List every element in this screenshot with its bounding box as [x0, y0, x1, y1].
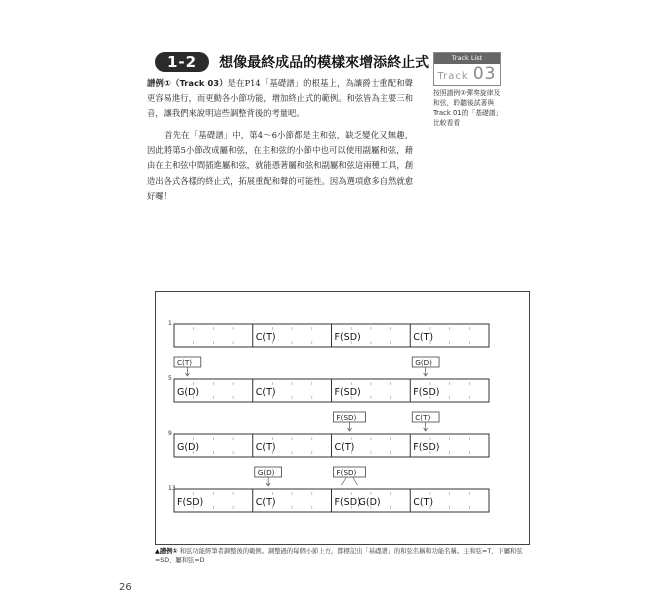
chord-label: F(SD) — [334, 332, 361, 343]
original-chord-label: F(SD) — [336, 468, 357, 477]
chord-label: C(T) — [413, 332, 434, 343]
chord-label: C(T) — [255, 332, 276, 343]
chord-label: G(D) — [358, 497, 381, 508]
paragraph-text: 首先在「基礎譜」中，第4～6小節都是主和弦，缺乏變化又無趣，因此將第5小節改成屬和弦，在主和弦的小節中也可以使用副屬和弦，藉由在主和弦中間插進屬和弦，就能憑著屬和弦和副屬和弦這兩種工具，創造出各式各樣的終止式，拓展重配和聲的可能性。因為選項愈多自然就愈好囉！ — [147, 130, 413, 201]
chord-label: G(D) — [177, 387, 200, 398]
chord-label: C(T) — [255, 497, 276, 508]
track-list-note: 按照譜例①彈奏旋律及和弦，聆聽後試著與Track 01的「基礎譜」比較看看 — [433, 89, 501, 127]
caption-text: 和弦功能經筆者調整後的範例。調整過的每個小節上方，都標記出「基礎譜」的和弦名稱和功能名稱。主和弦=T、下屬和弦=SD、屬和弦=D — [155, 548, 523, 564]
section-title: 想像最終成品的模樣來增添終止式 — [219, 55, 430, 71]
chord-label: C(T) — [255, 442, 276, 453]
score-example — [155, 291, 530, 545]
measure-number: 9 — [168, 430, 172, 437]
chord-label: F(SD) — [413, 442, 440, 453]
original-chord-label: C(T) — [415, 413, 431, 422]
section-heading — [155, 52, 429, 72]
paragraph-text: 是在P14「基礎譜」的根基上，為讓爵士重配和聲更容易進行，而更動各小節功能，增加終止式的範例。和弦皆為主要三和音，讓我們來說明這些調整背後的考量吧。 — [147, 78, 413, 119]
caption-lead: ▲譜例① — [155, 548, 178, 555]
original-chord-label: F(SD) — [336, 413, 357, 422]
measure-number: 5 — [168, 375, 172, 382]
page-number: 26 — [119, 582, 132, 593]
paragraph-2 — [147, 128, 413, 203]
section-number-badge: 1-2 — [155, 52, 209, 72]
chord-label: G(D) — [177, 442, 200, 453]
pointer-arrow — [353, 477, 358, 485]
measure-number: 13 — [168, 485, 176, 492]
chord-label: F(SD) — [413, 387, 440, 398]
paragraph-lead: 譜例①（Track 03） — [147, 78, 228, 88]
chord-label: F(SD) — [177, 497, 204, 508]
measure-number: 1 — [168, 320, 172, 327]
score-svg — [156, 292, 529, 544]
original-chord-label: C(T) — [177, 358, 193, 367]
track-text: Track — [437, 71, 469, 82]
track-list-label: Track List — [434, 53, 500, 64]
original-chord-label: G(D) — [415, 358, 432, 367]
track-list-box — [433, 52, 501, 86]
body-text — [147, 76, 413, 204]
pointer-arrow — [342, 477, 347, 485]
chord-label: F(SD) — [334, 497, 361, 508]
track-id — [434, 64, 500, 85]
chord-label: C(T) — [334, 442, 355, 453]
track-number: 03 — [472, 64, 497, 84]
chord-label: C(T) — [413, 497, 434, 508]
paragraph-1 — [147, 76, 413, 121]
chord-label: F(SD) — [334, 387, 361, 398]
original-chord-label: G(D) — [257, 468, 275, 477]
chord-label: C(T) — [255, 387, 276, 398]
figure-caption — [155, 547, 528, 565]
